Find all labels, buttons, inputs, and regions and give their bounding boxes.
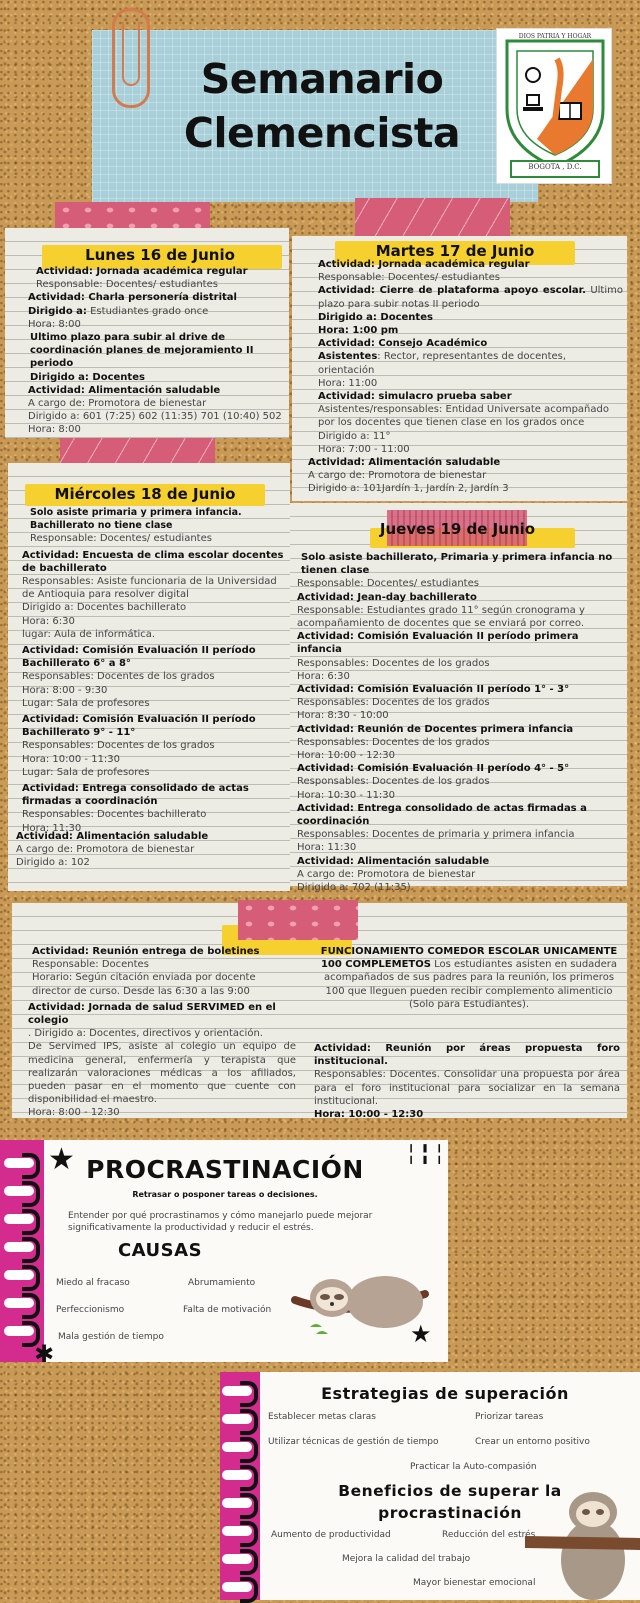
info-line: Hora: 8:00 - 9:30 <box>22 684 108 696</box>
estrategia-item: Priorizar tareas <box>475 1412 544 1422</box>
info-line: Lugar: Sala de profesores <box>22 766 150 778</box>
washi-tape <box>355 198 510 238</box>
star-icon: ★ <box>48 1142 75 1177</box>
info-line: Dirigido a: 101Jardín 1, Jardín 2, Jardín 3 <box>308 483 509 495</box>
ring-icon <box>222 1386 252 1396</box>
activity-line: Actividad: Jornada académica regular <box>36 266 248 277</box>
info-line: Lugar: Sala de profesores <box>22 697 150 709</box>
ring-icon <box>222 1526 252 1536</box>
info-line: Responsables: Docentes de los grados <box>297 657 490 669</box>
info-line: Hora: 10:00 - 12:30 <box>297 750 396 762</box>
info-line: Asistentes: Rector, representantes de docentes, orientación <box>318 351 567 376</box>
info-line: Responsable: Docentes <box>32 959 149 971</box>
school-logo <box>496 28 612 184</box>
info-line: A cargo de: Promotora de bienestar <box>28 398 207 410</box>
day-content-martes <box>308 258 623 496</box>
tick-marks-icon: ╎╏╎ <box>405 1142 448 1166</box>
info-line: Hora: 11:30 <box>22 822 82 834</box>
info-line: Hora: 10:30 - 11:30 <box>297 789 396 801</box>
estrategia-item: Crear un entorno positivo <box>475 1437 590 1447</box>
ring-icon <box>4 1270 34 1280</box>
info-line: Horario: Según citación enviada por docente director de curso. Desde las 6:30 a las 9:00 <box>32 972 256 997</box>
estrategias-title: Estrategias de superación <box>321 1384 569 1403</box>
info-line: Hora: 6:30 <box>297 670 350 682</box>
info-line: Responsable: Estudiantes grado 11° según cronograma y acompañamiento de docentes que se enviará por correo. <box>297 604 585 630</box>
procrastinacion-title: PROCRASTINACIÓN <box>86 1155 364 1184</box>
procrastinacion-intro: Entender por qué procrastinamos y cómo manejarlo puede mejorar significativamente la productividad y reducir el estrés. <box>68 1211 373 1233</box>
day-title-jueves: Jueves 19 de Junio <box>379 520 536 538</box>
info-line: Hora: 8:00 <box>28 424 81 436</box>
title-line-2: Clemencista <box>183 109 461 157</box>
info-line: Responsables: Asiste funcionaria de la Universidad de Antioquia para resolver digital <box>22 576 277 601</box>
ring-icon <box>222 1582 252 1592</box>
info-line: Dirigido a: Docentes <box>318 311 433 323</box>
info-line: Responsable: Docentes/ estudiantes <box>30 533 212 545</box>
info-line: Hora: 10:00 - 11:30 <box>22 753 121 765</box>
title-card <box>92 30 538 202</box>
beneficios-title-line-2: procrastinación <box>378 1504 522 1522</box>
day-content-viernes-left <box>28 945 296 1120</box>
title-line-1: Semanario <box>200 55 444 103</box>
ring-icon <box>222 1442 252 1452</box>
info-line: Hora: 10:00 - 12:30 <box>314 1109 424 1121</box>
ring-icon <box>4 1186 34 1196</box>
ring-icon <box>4 1298 34 1308</box>
ring-icon <box>4 1158 34 1168</box>
ring-icon <box>4 1214 34 1224</box>
causas-title: CAUSAS <box>117 1240 203 1261</box>
info-line: lugar: Aula de informática. <box>22 628 156 640</box>
causa-item: Abrumamiento <box>188 1278 256 1288</box>
asterisk-doodle-icon: ✱ <box>34 1340 55 1368</box>
activity-line: Actividad: Comisión Evaluación II período 4° - 5° <box>297 763 570 775</box>
day-title-martes: Martes 17 de Junio <box>375 242 535 260</box>
activity-line: Actividad: Reunión entrega de boletines <box>32 946 260 957</box>
beneficios-title-line-1: Beneficios de superar la <box>338 1482 562 1500</box>
activity-line: Actividad: Alimentación saludable <box>16 830 209 842</box>
activity-line: Actividad: Entrega consolidado de actas firmadas a coordinación <box>297 802 587 828</box>
info-line: Dirigido a: Docentes bachillerato <box>22 602 187 614</box>
info-line: Dirigido a: 102 <box>16 857 90 869</box>
info-line: Hora: 8:30 - 10:00 <box>297 710 389 722</box>
ring-icon <box>222 1414 252 1424</box>
info-line: Hora: 6:30 <box>22 615 75 627</box>
activity-line: Actividad: Alimentación saludable <box>28 384 221 396</box>
info-line: Responsables: Docentes. Consolidar una propuesta por área para el foro institucional para socializar en la semana institucional. <box>314 1069 620 1107</box>
causa-item: Miedo al fracaso <box>56 1278 130 1288</box>
ring-icon <box>222 1470 252 1480</box>
info-line: A cargo de: Promotora de bienestar <box>16 843 195 855</box>
activity-line: Actividad: Comisión Evaluación II período Bachillerato 9° - 11° <box>22 714 256 739</box>
activity-line: Actividad: Comisión Evaluación II período Bachillerato 6° a 8° <box>22 645 256 670</box>
activity-line: Actividad: Charla personería distrital <box>28 292 237 304</box>
activity-line: Actividad: Reunión por áreas propuesta foro institucional. <box>314 1043 620 1068</box>
school-crest-icon <box>497 29 613 185</box>
ring-icon <box>4 1242 34 1252</box>
procrastinacion-subtitle: Retrasar o posponer tareas o decisiones. <box>132 1190 318 1199</box>
day-content-lunes <box>28 265 286 437</box>
estrategia-item: Utilizar técnicas de gestión de tiempo <box>268 1437 439 1447</box>
activity-line: Actividad: Comisión Evaluación II período 1° - 3° <box>297 684 570 696</box>
activity-line: Actividad: Alimentación saludable <box>308 457 501 469</box>
info-line: Hora: 1:00 pm <box>318 325 399 337</box>
activity-line: Actividad: Jornada académica regular <box>318 259 530 270</box>
activity-line: Actividad: Encuesta de clima escolar docentes de bachillerato <box>22 549 284 574</box>
causa-item: Mala gestión de tiempo <box>58 1332 164 1342</box>
spiral-binding <box>220 1372 260 1600</box>
activity-line: Actividad: Jornada de salud SERVIMED en el colegio <box>28 1001 276 1027</box>
beneficio-item: Mayor bienestar emocional <box>413 1578 536 1588</box>
activity-line: Actividad: Reunión de Docentes primera infancia <box>297 723 574 735</box>
info-line: A cargo de: Promotora de bienestar <box>308 470 487 482</box>
info-line: Responsables: Docentes de los grados <box>297 776 490 788</box>
comedor-notice: FUNCIONAMIENTO COMEDOR ESCOLAR UNICAMENTE 100 COMPLEMETOS Los estudiantes asisten en sudadera acompañados de sus padres para la reunión, los primeros 100 que lleguen pueden recibir complemento alimenticio (Solo para Estudiantes). <box>320 946 618 1010</box>
info-line: Hora: 7:00 - 11:00 <box>318 443 410 455</box>
star-icon: ★ <box>410 1320 432 1348</box>
info-line: Hora: 11:00 <box>318 377 378 389</box>
info-line: Responsables: Docentes de los grados <box>22 671 215 683</box>
info-line: Dirigido a: 601 (7:25) 602 (11:35) 701 (10:40) 502 <box>28 411 282 423</box>
info-line: Responsables: Docentes de primaria y primera infancia <box>297 829 575 841</box>
day-content-jueves <box>297 551 622 894</box>
beneficio-item: Reducción del estrés <box>442 1530 536 1540</box>
info-line: A cargo de: Promotora de bienestar <box>297 868 476 880</box>
ring-icon <box>222 1498 252 1508</box>
info-line: Hora: 8:00 <box>28 318 81 330</box>
reunion-areas <box>314 1042 620 1121</box>
beneficio-item: Aumento de productividad <box>271 1530 391 1540</box>
info-line: Responsables: Docentes bachillerato <box>22 809 207 821</box>
info-line: Responsable: Docentes/ estudiantes <box>318 272 500 284</box>
info-line: Responsables: Docentes de los grados <box>297 697 490 709</box>
info-line: Hora: 8:00 - 12:30 <box>28 1107 120 1119</box>
info-line: Hora: 11:30 <box>297 842 357 854</box>
causa-item: Falta de motivación <box>183 1305 272 1315</box>
ring-icon <box>222 1554 252 1564</box>
notice-line: Solo asiste bachillerato, Primaria y primera infancia no tienen clase <box>301 552 613 577</box>
logo-motto: DIOS PATRIA Y HOGAR <box>518 33 592 40</box>
info-line: Responsables: Docentes de los grados <box>22 740 215 752</box>
day-title-lunes: Lunes 16 de Junio <box>85 246 235 264</box>
estrategia-item: Establecer metas claras <box>268 1412 376 1422</box>
estrategia-item: Practicar la Auto-compasión <box>410 1462 537 1472</box>
info-line: Dirigido a: Docentes <box>30 371 145 383</box>
day-content-miercoles <box>16 506 284 869</box>
activity-line: Actividad: Entrega consolidado de actas firmadas a coordinación <box>22 783 249 808</box>
info-line: Asistentes/responsables: Entidad Universate acompañado por los docentes que tienen clase en los grados once <box>318 404 609 429</box>
hanging-sloth-icon <box>525 1490 640 1600</box>
washi-tape <box>238 900 358 940</box>
info-line: Responsable: Docentes/ estudiantes <box>297 578 479 590</box>
info-line: . Dirigido a: Docentes, directivos y orientación. <box>28 1028 263 1040</box>
logo-city: BOGOTA , D.C. <box>528 163 582 171</box>
activity-line: Ultimo plazo para subir al drive de coordinación planes de mejoramiento II periodo <box>30 332 254 370</box>
activity-line: Actividad: Comisión Evaluación II período primera infancia <box>297 631 579 656</box>
activity-line: Actividad: Cierre de plataforma apoyo escolar. Ultimo plazo para subir notas II periodo <box>318 285 623 310</box>
page-title <box>132 52 512 160</box>
ring-icon <box>4 1326 34 1336</box>
info-line: Responsables: Docentes de los grados <box>297 736 490 748</box>
activity-line: Actividad: Alimentación saludable <box>297 855 490 867</box>
day-title-miercoles: Miércoles 18 de Junio <box>54 485 236 503</box>
beneficio-item: Mejora la calidad del trabajo <box>342 1554 471 1564</box>
causa-item: Perfeccionismo <box>56 1305 125 1315</box>
info-line: Dirigido a: Estudiantes grado once <box>28 305 209 317</box>
activity-line: Actividad: simulacro prueba saber <box>318 391 512 403</box>
info-line: Dirigido a: 11° <box>318 430 391 442</box>
paperclip-inner-icon <box>122 22 140 86</box>
info-line: Dirigido a: 702 (11:35) <box>297 882 411 894</box>
notice-line: Solo asiste primaria y primera infancia. Bachillerato no tiene clase <box>30 507 242 532</box>
info-line: Responsable: Docentes/ estudiantes <box>36 279 218 291</box>
spiral-binding <box>0 1140 44 1362</box>
activity-line: Actividad: Consejo Académico <box>318 338 488 350</box>
activity-line: Actividad: Jean-day bachillerato <box>297 591 477 603</box>
info-line: De Servimed IPS, asiste al colegio un equipo de medicina general, enfermería y terapista que realizarán valoraciones médicas a los afiliados, pueden pasar en el momento que cuente con disponibilidad el maestro. <box>28 1041 296 1106</box>
